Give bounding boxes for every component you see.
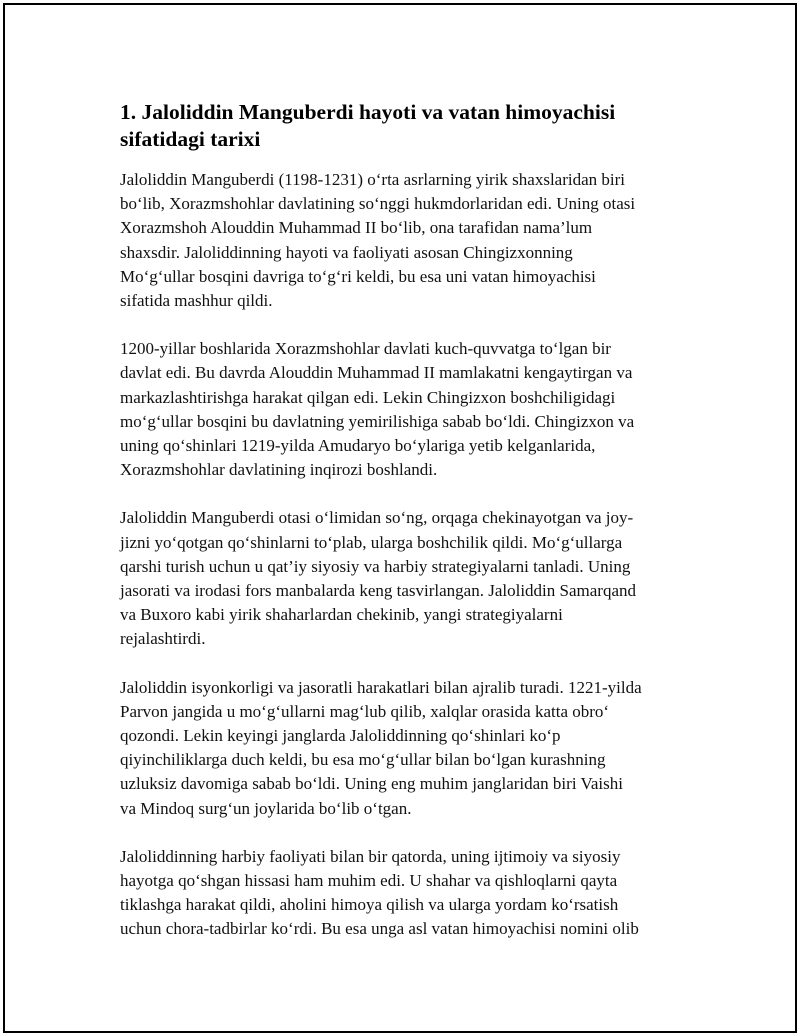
text-line: va Mindoq surg‘un joylarida bo‘lib o‘tgan.: [120, 798, 412, 818]
text-line: Xorazmshoh Alouddin Muhammad II bo‘lib, ona tarafidan nama’lum: [120, 218, 593, 238]
paragraph-2: [120, 337, 690, 482]
paragraph-1: [120, 168, 690, 313]
text-line: davlat edi. Bu davrda Alouddin Muhammad II mamlakatni kengaytirgan va: [120, 363, 633, 383]
text-line: Jaloliddin Manguberdi (1198-1231) o‘rta asrlarning yirik shaxslaridan biri: [120, 170, 626, 189]
text-line: Jaloliddin isyonkorligi va jasoratli harakatlari bilan ajralib turadi. 1221-yilda: [120, 677, 642, 697]
text-line: uzluksiz davomiga sabab bo‘ldi. Uning eng muhim janglaridan biri Vaishi: [120, 774, 623, 794]
section-heading: [120, 99, 690, 153]
text-line: rejalashtirdi.: [120, 629, 206, 649]
text-line: qiyinchiliklarga duch keldi, bu esa mo‘g‘ullar bilan bo‘lgan kurashning: [120, 750, 606, 770]
paragraph-3: [120, 506, 690, 651]
text-line: hayotga qo‘shgan hissasi ham muhim edi. U shahar va qishloqlarni qayta: [120, 871, 618, 891]
text-line: uning qo‘shinlari 1219-yilda Amudaryo bo‘ylariga yetib kelganlarida,: [120, 436, 596, 456]
text-line: sifatida mashhur qildi.: [120, 291, 273, 311]
text-line: Parvon jangida u mo‘g‘ullarni mag‘lub qilib, xalqlar orasida katta obro‘: [120, 701, 610, 721]
text-line: Xorazmshohlar davlatining inqirozi boshlandi.: [120, 460, 438, 480]
text-line: shaxsdir. Jaloliddinning hayoti va faoliyati asosan Chingizxonning: [120, 242, 573, 262]
text-line: markazlashtirishga harakat qilgan edi. Lekin Chingizxon boshchiligidagi: [120, 387, 616, 407]
text-line: qozondi. Lekin keyingi janglarda Jaloliddinning qo‘shinlari ko‘p: [120, 726, 561, 746]
heading-line: 1. Jaloliddin Manguberdi hayoti va vatan himoyachisi: [120, 100, 616, 124]
text-line: qarshi turish uchun u qat’iy siyosiy va harbiy strategiyalarni tanladi. Uning: [120, 556, 631, 576]
text-line: va Buxoro kabi yirik shaharlardan chekinib, yangi strategiyalarni: [120, 605, 563, 625]
text-line: bo‘lib, Xorazmshohlar davlatining so‘nggi hukmdorlaridan edi. Uning otasi: [120, 194, 636, 214]
text-line: Mo‘g‘ullar bosqini davriga to‘g‘ri keldi, bu esa uni vatan himoyachisi: [120, 266, 596, 286]
paragraph-4: [120, 676, 690, 821]
paragraph-5: [120, 845, 690, 942]
text-line: Jaloliddin Manguberdi otasi o‘limidan so‘ng, orqaga chekinayotgan va joy-: [120, 508, 634, 528]
document-body: [120, 99, 690, 966]
text-line: jizni yo‘qotgan qo‘shinlarni to‘plab, ularga boshchilik qildi. Mo‘g‘ullarga: [120, 532, 623, 552]
text-line: tiklashga harakat qildi, aholini himoya qilish va ularga yordam ko‘rsatish: [120, 895, 619, 915]
text-line: 1200-yillar boshlarida Xorazmshohlar davlati kuch-quvvatga to‘lgan bir: [120, 339, 611, 359]
text-line: uchun chora-tadbirlar ko‘rdi. Bu esa unga asl vatan himoyachisi nomini olib: [120, 919, 639, 939]
page-frame: [3, 3, 797, 1033]
text-line: Jaloliddinning harbiy faoliyati bilan bir qatorda, uning ijtimoiy va siyosiy: [120, 846, 621, 866]
heading-line: sifatidagi tarixi: [120, 127, 261, 151]
text-line: jasorati va irodasi fors manbalarda keng tasvirlangan. Jaloliddin Samarqand: [120, 581, 636, 601]
text-line: mo‘g‘ullar bosqini bu davlatning yemirilishiga sabab bo‘ldi. Chingizxon va: [120, 411, 635, 431]
